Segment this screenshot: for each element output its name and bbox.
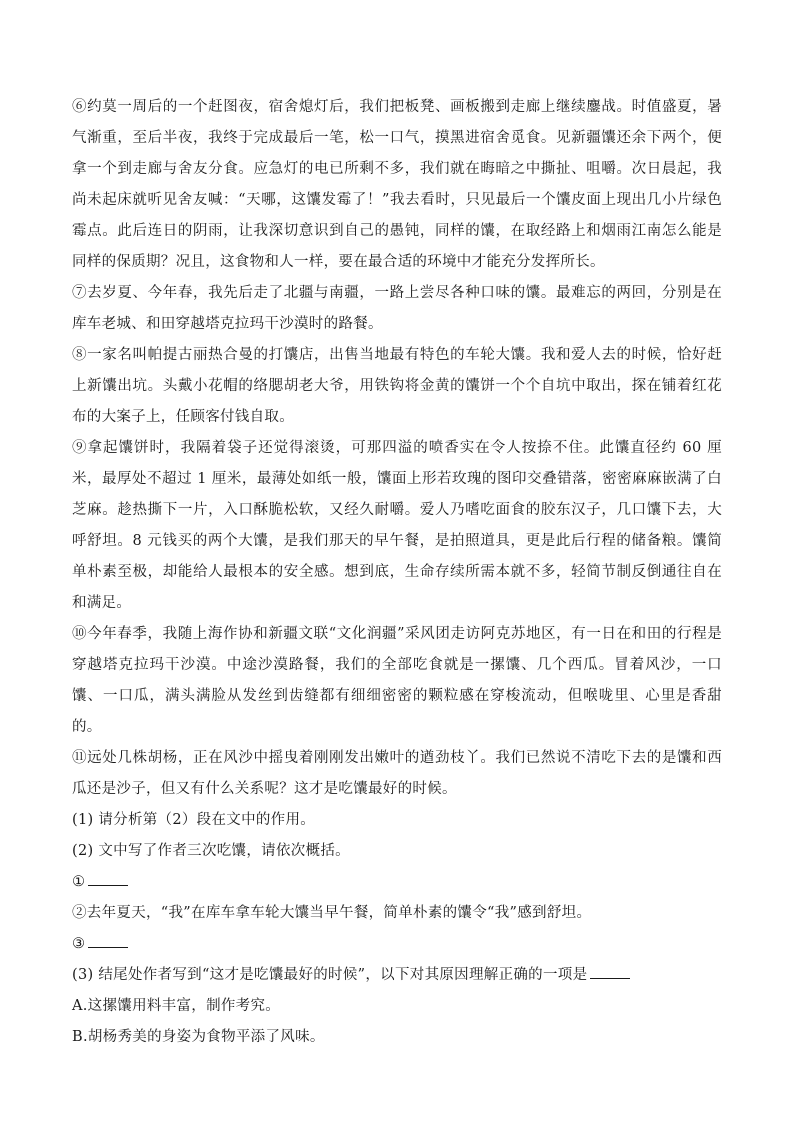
option-b: B.胡杨秀美的身姿为食物平添了风味。 [72,1029,325,1045]
paragraph-11: ⑪远处几株胡杨，正在风沙中摇曳着刚刚发出嫩叶的遒劲枝丫。我们已然说不清吃下去的是馕和西瓜还是沙子，但又有什么关系呢？这才是吃馕最好的时候。 [72,750,722,797]
answer-blank-3[interactable] [88,933,128,948]
document-page [72,92,722,1053]
question-3-text: (3) 结尾处作者写到“这才是吃馕最好的时候”，以下对其原因理解正确的一项是 [72,967,588,983]
option-a: A.这摞馕用料丰富，制作考究。 [72,998,281,1014]
question-1: (1) 请分析第（2）段在文中的作用。 [72,812,316,828]
paragraph-8: ⑧一家名叫帕提古丽热合曼的打馕店，出售当地最有特色的车轮大馕。我和爱人去的时候，恰好赶上新馕出坑。头戴小花帽的络腮胡老大爷，用铁钩将金黄的馕饼一个个自坑中取出，探在铺着红花布的大案子上，任顾客付钱自取。 [72,347,722,425]
item-1-marker: ① [72,874,86,890]
item-3-marker: ③ [72,936,86,952]
question-2: (2) 文中写了作者三次吃馕，请依次概括。 [72,843,350,859]
paragraph-6: ⑥约莫一周后的一个赶图夜，宿舍熄灯后，我们把板凳、画板搬到走廊上继续鏖战。时值盛夏，暑气渐重，至后半夜，我终于完成最后一笔，松一口气，摸黑进宿舍觅食。见新疆馕还余下两个，便拿一个到走廊与舍友分食。应急灯的电已所剩不多，我们就在晦暗之中撕扯、咀嚼。次日晨起，我尚未起床就听见舍友喊：“天哪，这馕发霉了！”我去看时，只见最后一个馕皮面上现出几小片绿色霉点。此后连日的阴雨，让我深切意识到自己的愚钝，同样的馕，在取经路上和烟雨江南怎么能是同样的保质期？况且，这食物和人一样，要在最合适的环境中才能充分发挥所长。 [72,99,722,270]
paragraph-9: ⑨拿起馕饼时，我隔着袋子还觉得滚烫，可那四溢的喷香实在令人按捺不住。此馕直径约 60 厘米，最厚处不超过 1 厘米，最薄处如纸一般，馕面上形若玫瑰的图印交叠错落，密密麻麻嵌满了白芝麻。趁热撕下一片，入口酥脆松软，又经久耐嚼。爱人乃嗜吃面食的胶东汉子，几口馕下去，大呼舒坦。8 元钱买的两个大馕，是我们那天的早午餐，是拍照道具，更是此后行程的储备粮。馕简单朴素至极，却能给人最根本的安全感。想到底，生命存续所需本就不多，轻简节制反倒通往自在和满足。 [72,440,722,611]
paragraph-10: ⑩今年春季，我随上海作协和新疆文联“文化润疆”采风团走访阿克苏地区，有一日在和田的行程是穿越塔克拉玛干沙漠。中途沙漠路餐，我们的全部吃食就是一摞馕、几个西瓜。冒着风沙，一口馕、一口瓜，满头满脸从发丝到齿缝都有细细密密的颗粒感在穿梭流动，但喉咙里、心里是香甜的。 [72,626,722,735]
question-2-item-1 [72,867,722,898]
paragraph-7: ⑦去岁夏、今年春，我先后走了北疆与南疆，一路上尝尽各种口味的馕。最难忘的两回，分别是在库车老城、和田穿越塔克拉玛干沙漠时的路餐。 [72,285,722,332]
answer-blank-1[interactable] [88,871,128,886]
answer-blank-q3[interactable] [590,964,630,979]
question-2-item-3 [72,929,722,960]
question-2-item-2: ②去年夏天，“我”在库车拿车轮大馕当早午餐，简单朴素的馕令“我”感到舒坦。 [72,905,592,921]
question-3 [72,960,722,991]
